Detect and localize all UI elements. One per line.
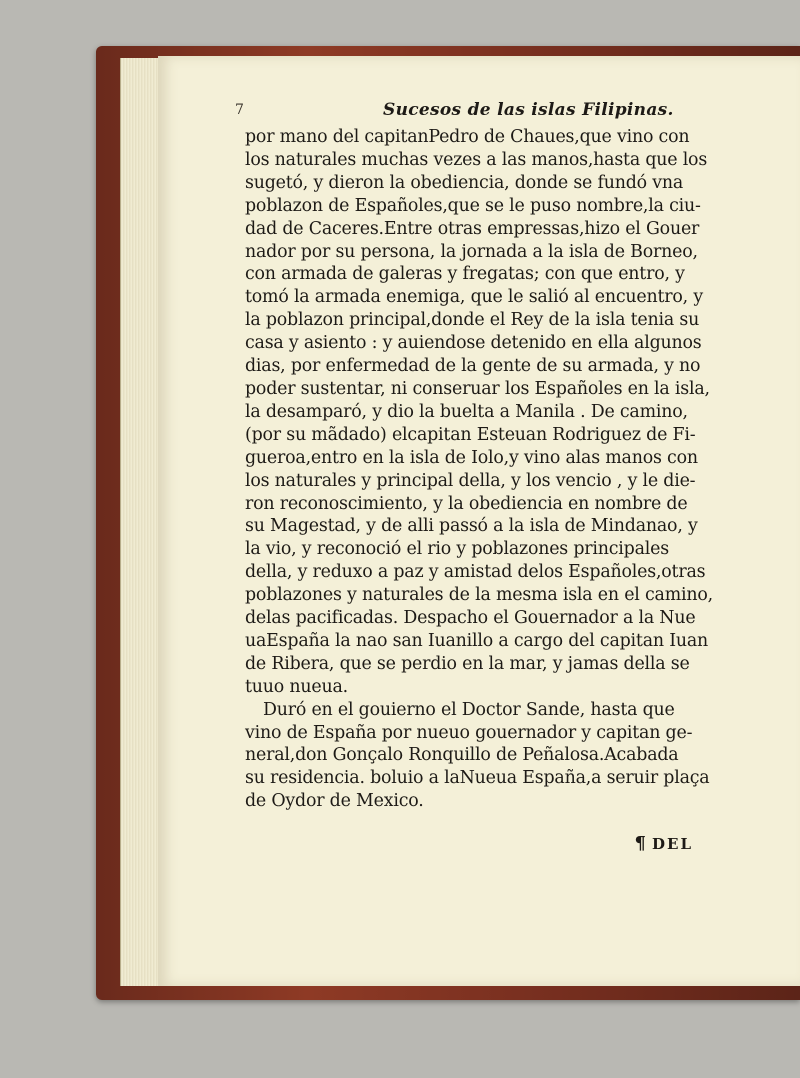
text-line: ron reconoscimiento, y la obediencia en nombre de <box>245 493 688 514</box>
page-header <box>235 100 735 126</box>
text-line: delas pacificadas. Despacho el Gouernador a la Nue <box>245 608 696 629</box>
text-line: los naturales y principal della, y los vencio , y le die- <box>245 470 696 491</box>
text-line: los naturales muchas vezes a las manos,hasta que los <box>245 149 708 170</box>
text-line: de Ribera, que se perdio en la mar, y jamas della se <box>245 653 690 674</box>
text-line: (por su mãdado) elcapitan Esteuan Rodriguez de Fi- <box>245 424 696 445</box>
text-line: de Oydor de Mexico. <box>245 791 424 812</box>
text-line: la vio, y reconoció el rio y poblazones principales <box>245 539 669 560</box>
text-line: dias, por enfermedad de la gente de su armada, y no <box>245 356 701 377</box>
text-line: casa y asiento : y auiendose detenido en ella algunos <box>245 333 702 354</box>
text-line: tuuo nueua. <box>245 676 348 697</box>
page-edges <box>120 58 163 986</box>
text-line: Duró en el gouierno el Doctor Sande, hasta que <box>263 699 675 720</box>
pilcrow-icon: ¶ <box>634 833 648 855</box>
paragraph-2 <box>245 699 735 814</box>
text-line: poder sustentar, ni conseruar los Españoles en la isla, <box>245 378 710 399</box>
text-line: con armada de galeras y fregatas; con que entro, y <box>245 264 685 285</box>
text-line: por mano del capitanPedro de Chaues,que vino con <box>245 127 690 147</box>
paragraph-1 <box>245 126 735 699</box>
catchword-row <box>245 833 735 873</box>
text-line: dad de Caceres.Entre otras empressas,hizo el Gouer <box>245 218 700 239</box>
text-line: della, y reduxo a paz y amistad delos Españoles,otras <box>245 562 706 583</box>
text-line: gueroa,entro en la isla de Iolo,y vino alas manos con <box>245 447 698 468</box>
catchword <box>635 833 693 854</box>
text-line: uaEspaña la nao san Iuanillo a cargo del capitan Iuan <box>245 630 709 651</box>
page-text-block <box>235 100 735 873</box>
text-line: la poblazon principal,donde el Rey de la isla tenia su <box>245 310 700 331</box>
text-line: sugetó, y dieron la obediencia, donde se fundó vna <box>245 172 684 193</box>
text-line: poblazones y naturales de la mesma isla en el camino, <box>245 585 713 606</box>
text-line: nador por su persona, la jornada a la isla de Borneo, <box>245 241 698 262</box>
catchword-text: DEL <box>652 835 693 854</box>
page-number: 7 <box>235 102 244 118</box>
text-line: tomó la armada enemiga, que le salió al encuentro, y <box>245 287 703 308</box>
text-line: poblazon de Españoles,que se le puso nombre,la ciu- <box>245 195 701 216</box>
text-line: la desamparó, y dio la buelta a Manila . De camino, <box>245 401 688 422</box>
text-line: vino de España por nueuo gouernador y capitan ge- <box>245 722 693 743</box>
running-head: Sucesos de las islas Filipinas. <box>383 100 674 120</box>
text-line: su residencia. boluio a laNueua España,a seruir plaça <box>245 768 710 789</box>
text-line: neral,don Gonçalo Ronquillo de Peñalosa.Acabada <box>245 745 679 766</box>
text-line: su Magestad, y de alli passó a la isla de Mindanao, y <box>245 516 698 537</box>
